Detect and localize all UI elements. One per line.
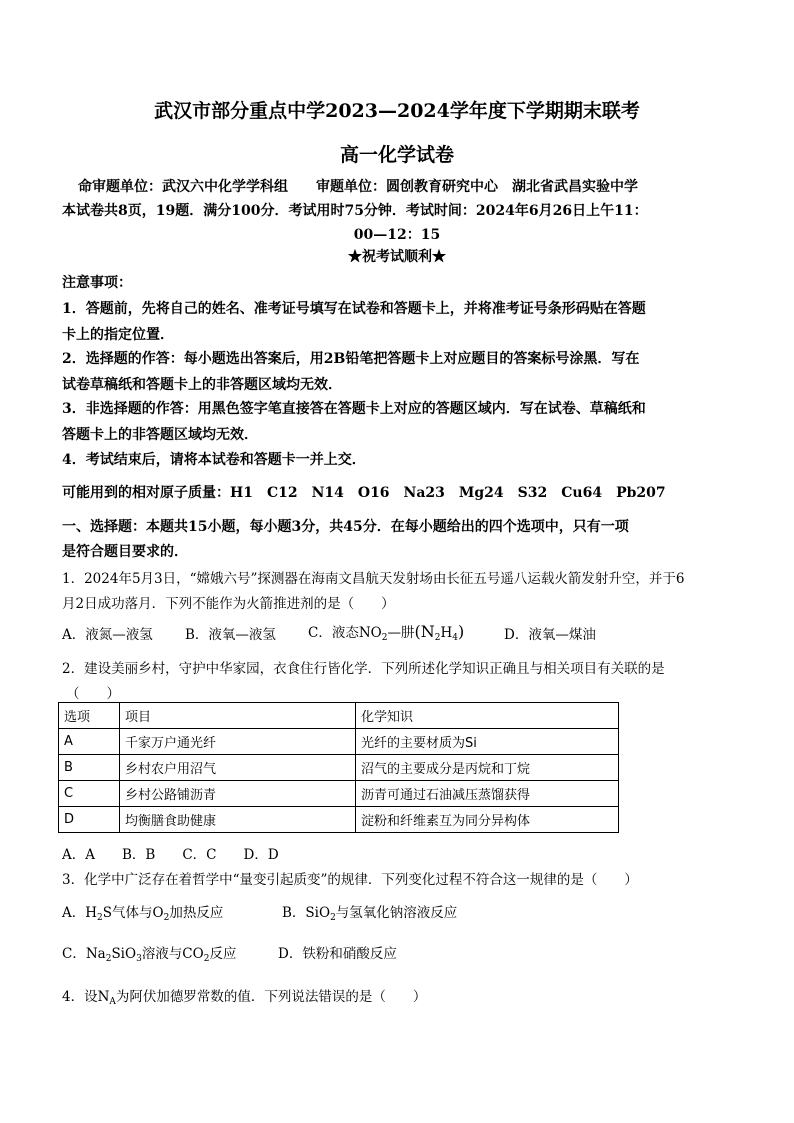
q2-answer-options: A．A B．B C．C D．D <box>62 847 279 863</box>
atomic-masses: 可能用到的相对原子质量：H1 C12 N14 O16 Na23 Mg24 S32 Cu64 Pb207 <box>62 485 666 501</box>
question-4-text-part: 为阿伏加德罗常数的值．下列说法错误的是（ ） <box>115 989 427 1005</box>
formula-part: H <box>440 625 453 641</box>
table-row <box>59 807 619 833</box>
subscript: 2 <box>330 913 336 923</box>
q1-option-c-text: C．液态NO <box>308 625 382 641</box>
table-cell: 淀粉和纤维素互为同分异构体 <box>356 807 619 833</box>
note-line: 卡上的指定位置． <box>62 327 174 343</box>
subscript: 2 <box>105 954 112 964</box>
q3-option-b-text: B．SiO <box>282 905 331 921</box>
note-line: 1．答题前，先将自己的姓名、准考证号填写在试卷和答题卡上，并将准考证号条形码贴在答题 <box>62 301 646 317</box>
question-4-text <box>62 985 426 1007</box>
q3-option-a <box>62 901 223 923</box>
table-cell: 乡村公路铺沥青 <box>120 781 356 807</box>
q1-option-d: D．液氧—煤油 <box>504 627 596 643</box>
table-header-cell: 选项 <box>59 703 120 729</box>
exam-subtitle: 高一化学试卷 <box>339 144 454 166</box>
subscript: 2 <box>381 633 388 643</box>
q3-option-c <box>62 942 236 964</box>
q3-option-c-text: 溶液与CO <box>141 946 204 962</box>
formula-part: ) <box>457 622 465 641</box>
notes-heading: 注意事项： <box>62 275 132 291</box>
table-cell: 千家万户通光纤 <box>120 729 356 755</box>
q1-option-c-text: —肼 <box>387 625 415 641</box>
note-line: 2．选择题的作答：每小题选出答案后，用2B铅笔把答题卡上对应题目的答案标号涂黑．写在 <box>62 351 640 367</box>
subscript: A <box>109 997 116 1007</box>
table-cell: 光纤的主要材质为Si <box>356 729 619 755</box>
q3-option-c-text: 反应 <box>209 946 237 962</box>
q3-option-a-text: A．H <box>62 905 98 921</box>
note-line: 试卷草稿纸和答题卡上的非答题区域均无效． <box>62 377 342 393</box>
section-heading: 是符合题目要求的． <box>62 544 188 560</box>
subscript: 2 <box>434 633 441 643</box>
note-line: 4．考试结束后，请将本试卷和答题卡一并上交． <box>62 452 366 468</box>
question-2-text: （ ） <box>66 686 120 702</box>
table-cell: A <box>59 729 120 755</box>
question-2-text: 2．建设美丽乡村，守护中华家园，衣食住行皆化学．下列所述化学知识正确且与相关项目有关联的是 <box>62 661 665 677</box>
table-row <box>59 729 619 755</box>
q2-table <box>58 702 619 833</box>
q3-option-d: D．铁粉和硝酸反应 <box>278 946 397 962</box>
table-cell: 沥青可通过石油减压蒸馏获得 <box>356 781 619 807</box>
subscript: 3 <box>136 954 142 964</box>
formula-part: (N <box>414 622 435 641</box>
q3-option-a-text: S气体与O <box>102 905 164 921</box>
section-heading: 一、选择题：本题共15小题，每小题3分，共45分．在每小题给出的四个选项中，只有一项 <box>62 519 629 535</box>
subscript: 4 <box>452 633 458 643</box>
table-cell: 沼气的主要成分是丙烷和丁烷 <box>356 755 619 781</box>
table-header-cell: 项目 <box>120 703 356 729</box>
table-row <box>59 755 619 781</box>
subscript: 2 <box>97 913 103 923</box>
table-header-cell: 化学知识 <box>356 703 619 729</box>
exam-info-line-1: 本试卷共8页，19题．满分100分．考试用时75分钟．考试时间：2024年6月26日上午11： <box>62 203 648 219</box>
note-line: 答题卡上的非答题区域均无效． <box>62 427 258 443</box>
table-header-row <box>59 703 619 729</box>
table-cell: B <box>59 755 120 781</box>
question-3-text: 3．化学中广泛存在着哲学中“量变引起质变”的规律．下列变化过程不符合这一规律的是（ ） <box>62 872 638 888</box>
q3-option-c-text: C．Na <box>62 946 106 962</box>
exam-info-line-2: 00—12：15 <box>353 227 441 243</box>
q3-option-b-text: 与氢氧化钠溶液反应 <box>335 905 458 921</box>
q3-option-c-text: SiO <box>111 946 137 962</box>
table-cell: C <box>59 781 120 807</box>
exam-units: 命审题单位：武汉六中化学学科组 审题单位：圆创教育研究中心 湖北省武昌实验中学 <box>78 179 638 195</box>
table-cell: 均衡膳食助健康 <box>120 807 356 833</box>
note-line: 3．非选择题的作答：用黑色签字笔直接答在答题卡上对应的答题区域内．写在试卷、草稿纸和 <box>62 401 646 417</box>
question-1-text: 月2日成功落月．下列不能作为火箭推进剂的是（ ） <box>62 596 395 612</box>
table-cell: D <box>59 807 120 833</box>
question-1-text: 1．2024年5月3日，“嫦娥六号”探测器在海南文昌航天发射场由长征五号遥八运载火箭发射升空，并于6 <box>62 571 685 587</box>
subscript: 2 <box>203 954 210 964</box>
subscript: 2 <box>163 913 170 923</box>
q1-option-a: A．液氮—液氢 <box>62 627 153 643</box>
question-4-text-part: 4．设N <box>62 989 110 1005</box>
q3-option-b <box>282 901 457 923</box>
q1-option-b: B．液氧—液氢 <box>185 627 276 643</box>
blessing: ★祝考试顺利★ <box>348 249 446 265</box>
exam-title: 武汉市部分重点中学2023—2024学年度下学期期末联考 <box>154 100 640 122</box>
q3-option-a-text: 加热反应 <box>169 905 224 921</box>
table-row <box>59 781 619 807</box>
q1-option-c <box>308 621 464 643</box>
table-cell: 乡村农户用沼气 <box>120 755 356 781</box>
